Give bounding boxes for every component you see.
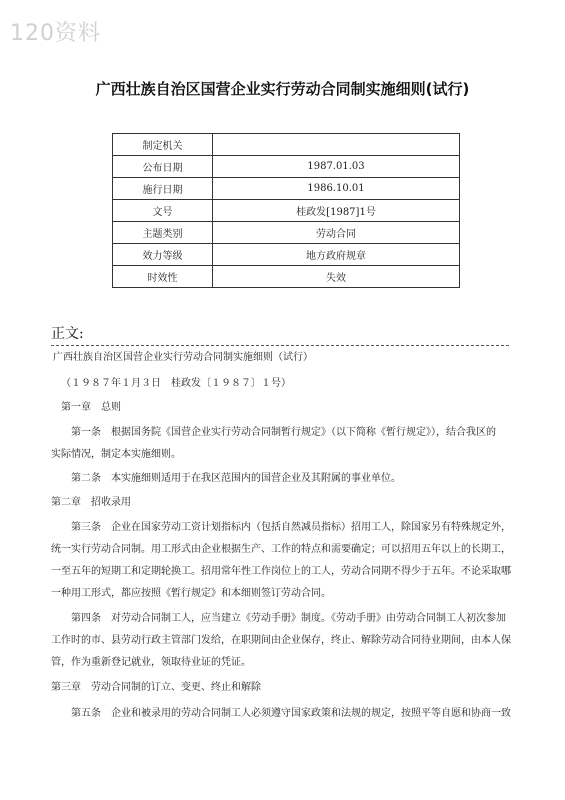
- body-line: 管，作为重新登记就业，领取待业证的凭证。: [51, 657, 251, 668]
- table-row: [113, 222, 460, 244]
- body-line: 统一实行劳动合同制。用工形式由企业根据生产、工作的特点和需要确定；可以招用五年以上的长期工，: [51, 544, 511, 555]
- dashed-divider: [51, 345, 509, 346]
- body-line: 第一条 根据国务院《国营企业实行劳动合同制暂行规定》（以下简称《暂行规定》），结合我区的: [71, 427, 496, 438]
- watermark: 120资料: [10, 21, 101, 46]
- body-line: 一至五年的短期工和定期轮换工。招用常年性工作岗位上的工人，劳动合同期不得少于五年。不论采取哪: [51, 566, 511, 577]
- body-line: 广西壮族自治区国营企业实行劳动合同制实施细则（试行）: [53, 352, 313, 363]
- table-row: [113, 244, 460, 266]
- body-line: 第三条 企业在国家劳动工资计划指标内（包括自然减员指标）招用工人，除国家另有特殊规定外，: [71, 522, 511, 533]
- body-line: 第三章 劳动合同制的订立、变更、终止和解除: [51, 682, 261, 693]
- body-line: 第一章 总则: [61, 402, 121, 413]
- meta-value: 桂政发[1987]1号: [213, 200, 460, 222]
- body-line: （１９８７年１月３日 桂政发〔１９８７〕１号）: [61, 378, 291, 389]
- meta-value: 劳动合同: [213, 222, 460, 244]
- body-line: 第二条 本实施细则适用于在我区范围内的国营企业及其附属的事业单位。: [71, 473, 401, 484]
- body-line: 第二章 招收录用: [51, 497, 131, 508]
- body-line: 第五条 企业和被录用的劳动合同制工人必须遵守国家政策和法规的规定，按照平等自愿和协商一致: [71, 708, 511, 719]
- body-line: 工作时的市、县劳动行政主管部门发给，在职期间由企业保存，终止、解除劳动合同待业期间，由本人保: [51, 635, 511, 646]
- meta-key: 施行日期: [113, 178, 213, 200]
- meta-value: [213, 134, 460, 156]
- meta-value: 1986.10.01: [213, 178, 460, 200]
- meta-key: 时效性: [113, 266, 213, 288]
- meta-key: 主题类别: [113, 222, 213, 244]
- meta-key: 效力等级: [113, 244, 213, 266]
- table-row: [113, 156, 460, 178]
- meta-key: 制定机关: [113, 134, 213, 156]
- document-title: 广西壮族自治区国营企业实行劳动合同制实施细则(试行): [95, 80, 470, 98]
- body-line: 实际情况，制定本实施细则。: [51, 449, 181, 460]
- table-row: [113, 134, 460, 156]
- meta-value: 地方政府规章: [213, 244, 460, 266]
- table-row: [113, 178, 460, 200]
- section-label: 正文:: [51, 326, 84, 342]
- table-row: [113, 266, 460, 288]
- body-line: 一种用工形式，都应按照《暂行规定》和本细则签订劳动合同。: [51, 588, 331, 599]
- meta-value: 失效: [213, 266, 460, 288]
- meta-value: 1987.01.03: [213, 156, 460, 178]
- table-row: [113, 200, 460, 222]
- meta-key: 公布日期: [113, 156, 213, 178]
- metadata-table: [112, 133, 460, 288]
- meta-key: 文号: [113, 200, 213, 222]
- body-line: 第四条 对劳动合同制工人，应当建立《劳动手册》制度。《劳动手册》由劳动合同制工人初次参加: [71, 613, 506, 624]
